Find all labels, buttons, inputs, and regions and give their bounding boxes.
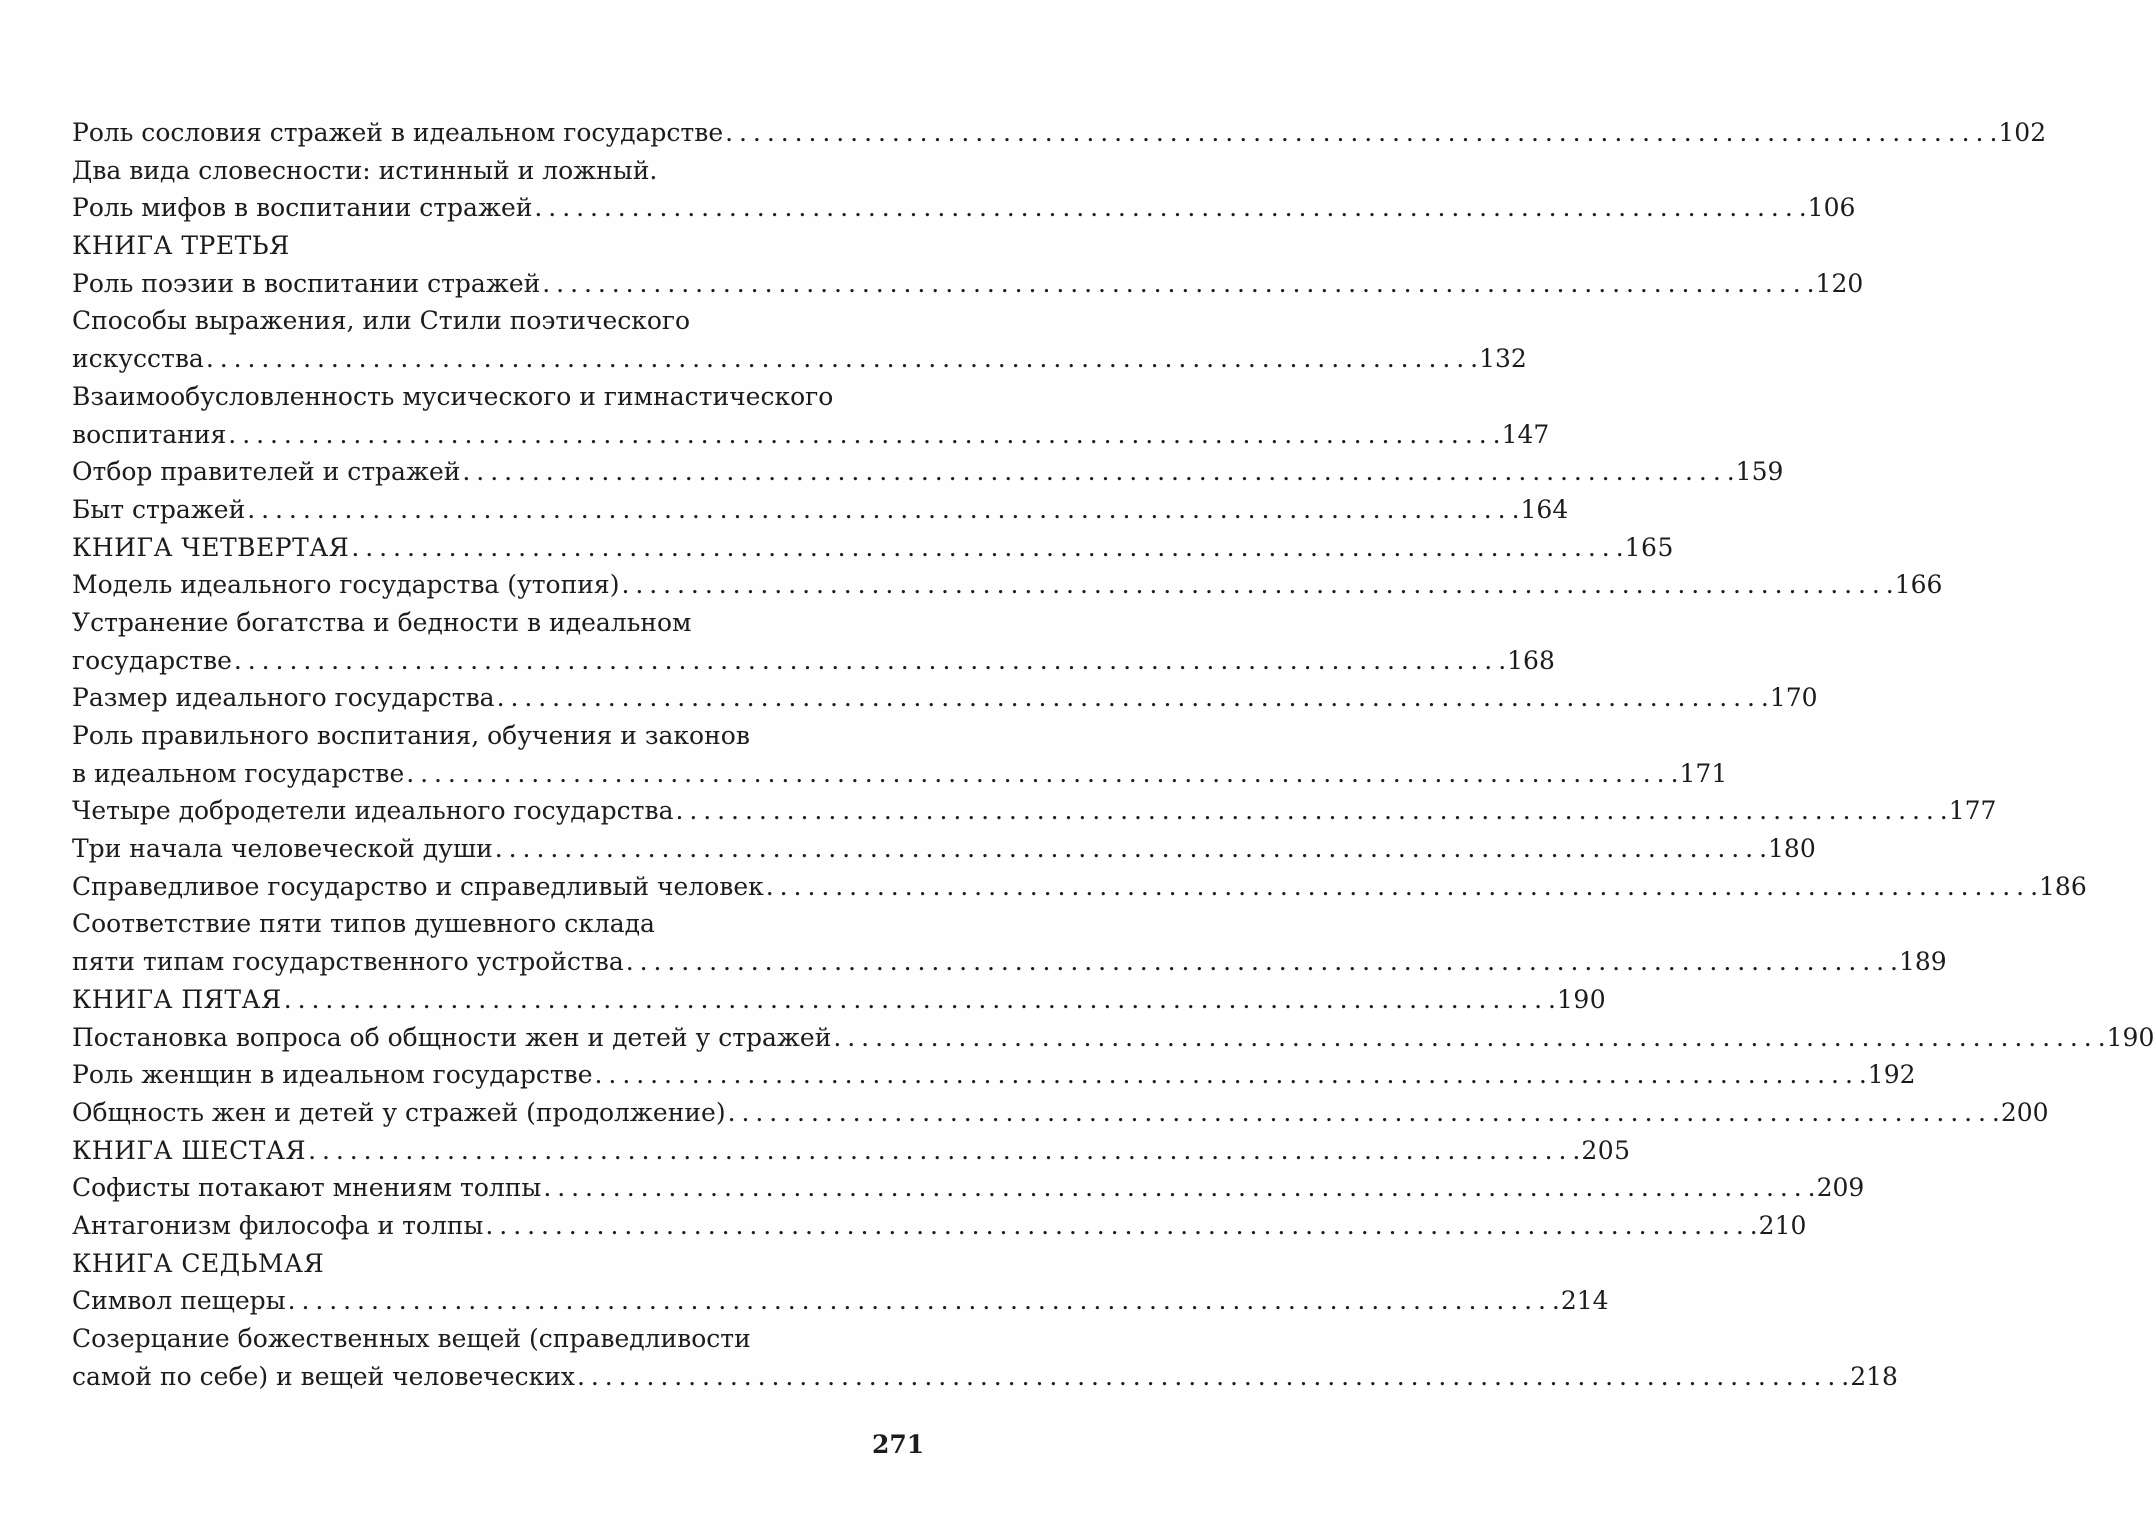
toc-entry-page: 147	[1501, 419, 1550, 449]
toc-entry-page: 164	[1520, 494, 1569, 524]
toc-entry-title: Быт стражей	[72, 494, 246, 524]
toc-entry-title: самой по себе) и вещей человеческих	[72, 1361, 575, 1391]
toc-entry	[72, 604, 917, 642]
toc-dot-leader	[728, 1094, 1999, 1132]
toc-entry	[72, 1094, 2049, 1132]
toc-heading	[72, 1245, 917, 1283]
toc-entry	[72, 566, 1943, 604]
toc-heading	[72, 981, 1607, 1019]
toc-entry	[72, 1320, 917, 1358]
toc-dot-leader	[284, 981, 1555, 1019]
toc-entry-title: Устранение богатства и бедности в идеальном	[72, 607, 692, 637]
toc-entry-title: Роль женщин в идеальном государстве	[72, 1060, 593, 1090]
toc-entry-title: Общность жен и детей у стражей (продолжение)	[72, 1097, 726, 1127]
toc-entry-title: Роль правильного воспитания, обучения и законов	[72, 721, 750, 750]
toc-dot-leader	[543, 1169, 1814, 1207]
toc-entry	[72, 792, 1997, 830]
toc-entry-title: Созерцание божественных вещей (справедливости	[72, 1324, 751, 1353]
toc-entry-title: КНИГА ШЕСТАЯ	[72, 1135, 307, 1165]
toc-entry-page: 168	[1507, 645, 1555, 675]
toc-entry-title: Способы выражения, или Стили поэтического	[72, 306, 691, 336]
toc-dot-leader	[577, 1358, 1848, 1396]
toc-entry	[72, 302, 917, 340]
toc-entry-title: Постановка вопроса об общности жен и детей у стражей	[72, 1022, 832, 1052]
toc-entry-page: 171	[1679, 758, 1728, 788]
toc-dot-leader	[542, 265, 1813, 303]
toc-dot-leader	[247, 491, 1518, 529]
toc-entry	[72, 943, 1947, 981]
toc-entry	[72, 114, 2047, 152]
toc-entry-page: 205	[1581, 1135, 1631, 1165]
toc-dot-leader	[495, 830, 1766, 868]
toc-dot-leader	[621, 566, 1892, 604]
toc-dot-leader	[766, 868, 2037, 906]
toc-entry	[72, 868, 2087, 906]
toc-entry	[72, 1019, 2154, 1057]
toc-entry-title: Отбор правителей и стражей	[72, 457, 461, 487]
toc-entry-title: КНИГА ЧЕТВЕРТАЯ	[72, 532, 350, 562]
toc-entry-page: 214	[1560, 1286, 1609, 1316]
toc-entry-title: КНИГА ТРЕТЬЯ	[72, 231, 290, 261]
toc-dot-leader	[206, 340, 1477, 378]
toc-entry	[72, 416, 1550, 454]
toc-entry-title: в идеальном государстве	[72, 758, 405, 788]
toc-entry-page: 180	[1768, 834, 1816, 864]
page-number: 271	[872, 1430, 925, 1459]
toc-entry-page: 200	[2000, 1097, 2049, 1127]
toc-entry-title: Роль поэзии в воспитании стражей	[72, 268, 541, 298]
toc-entry	[72, 830, 1816, 868]
toc-entry-page: 132	[1479, 344, 1527, 374]
toc-entry	[72, 679, 1818, 717]
toc-dot-leader	[288, 1282, 1559, 1320]
toc-dot-leader	[462, 453, 1733, 491]
toc-dot-leader	[308, 1132, 1579, 1170]
toc-entry-title: Три начала человеческой души	[72, 834, 493, 864]
toc-entry	[72, 491, 1569, 529]
toc-entry-title: Антагонизм философа и толпы	[72, 1210, 484, 1240]
toc-entry-title: пяти типам государственного устройства	[72, 947, 624, 977]
toc-dot-leader	[833, 1019, 2104, 1057]
toc-entry-title: Взаимообусловленность мусического и гимнастического	[72, 381, 834, 411]
toc-entry-title: КНИГА ПЯТАЯ	[72, 984, 282, 1014]
toc-entry-page: 218	[1850, 1361, 1898, 1391]
toc-entry	[72, 340, 1527, 378]
toc-entry	[72, 189, 1856, 227]
toc-entry-page: 106	[1807, 193, 1856, 223]
toc-dot-leader	[595, 1056, 1866, 1094]
toc-entry-title: КНИГА СЕДЬМАЯ	[72, 1248, 325, 1278]
toc-entry	[72, 1056, 1916, 1094]
toc-heading	[72, 1132, 1631, 1170]
toc-entry	[72, 755, 1728, 793]
toc-entry-page: 177	[1948, 796, 1997, 826]
toc-entry	[72, 1282, 1609, 1320]
toc-entry-title: государстве	[72, 645, 232, 675]
toc-entry	[72, 717, 917, 755]
toc-entry-title: Роль сословия стражей в идеальном государстве	[72, 118, 724, 147]
toc-entry-title: Справедливое государство и справедливый человек	[72, 871, 764, 901]
toc-entry-page: 165	[1624, 532, 1674, 562]
toc-entry-page: 190	[1556, 984, 1607, 1014]
toc-entry-page: 209	[1816, 1173, 1865, 1203]
table-of-contents	[72, 114, 2154, 1395]
toc-entry-page: 190	[2106, 1022, 2154, 1052]
toc-entry-title: Роль мифов в воспитании стражей	[72, 193, 533, 223]
toc-entry-title: искусства	[72, 344, 204, 374]
toc-entry-page: 189	[1899, 947, 1947, 977]
toc-entry-title: Модель идеального государства (утопия)	[72, 570, 620, 600]
toc-entry	[72, 642, 1555, 680]
toc-entry	[72, 1207, 1807, 1245]
toc-dot-leader	[725, 114, 1996, 152]
toc-dot-leader	[406, 755, 1677, 793]
toc-entry-title: Соответствие пяти типов душевного склада	[72, 909, 655, 939]
toc-entry-title: Софисты потакают мнениям толпы	[72, 1173, 542, 1203]
toc-entry-title: Символ пещеры	[72, 1286, 286, 1316]
toc-entry-page: 159	[1735, 457, 1784, 487]
toc-dot-leader	[497, 679, 1768, 717]
toc-entry	[72, 265, 1864, 303]
toc-heading	[72, 227, 917, 265]
toc-entry	[72, 378, 917, 416]
toc-dot-leader	[485, 1207, 1756, 1245]
toc-dot-leader	[351, 529, 1622, 567]
toc-entry-title: Размер идеального государства	[72, 683, 495, 713]
toc-dot-leader	[675, 792, 1946, 830]
toc-entry	[72, 1358, 1898, 1396]
toc-entry	[72, 1169, 1865, 1207]
toc-dot-leader	[626, 943, 1897, 981]
toc-entry-title: воспитания	[72, 419, 227, 449]
toc-entry-page: 192	[1867, 1060, 1916, 1090]
toc-entry-page: 170	[1769, 683, 1818, 713]
toc-dot-leader	[534, 189, 1805, 227]
toc-dot-leader	[228, 416, 1499, 454]
toc-entry	[72, 152, 917, 190]
toc-entry-title: Два вида словесности: истинный и ложный.	[72, 155, 658, 185]
toc-heading	[72, 529, 1674, 567]
toc-entry-page: 210	[1758, 1210, 1807, 1240]
toc-entry	[72, 905, 917, 943]
toc-entry-page: 120	[1815, 268, 1864, 298]
toc-entry-page: 166	[1894, 570, 1943, 600]
toc-dot-leader	[234, 642, 1505, 680]
toc-entry-page: 102	[1998, 118, 2047, 147]
toc-entry	[72, 453, 1784, 491]
toc-entry-title: Четыре добродетели идеального государства	[72, 796, 674, 826]
toc-entry-page: 186	[2039, 871, 2087, 901]
